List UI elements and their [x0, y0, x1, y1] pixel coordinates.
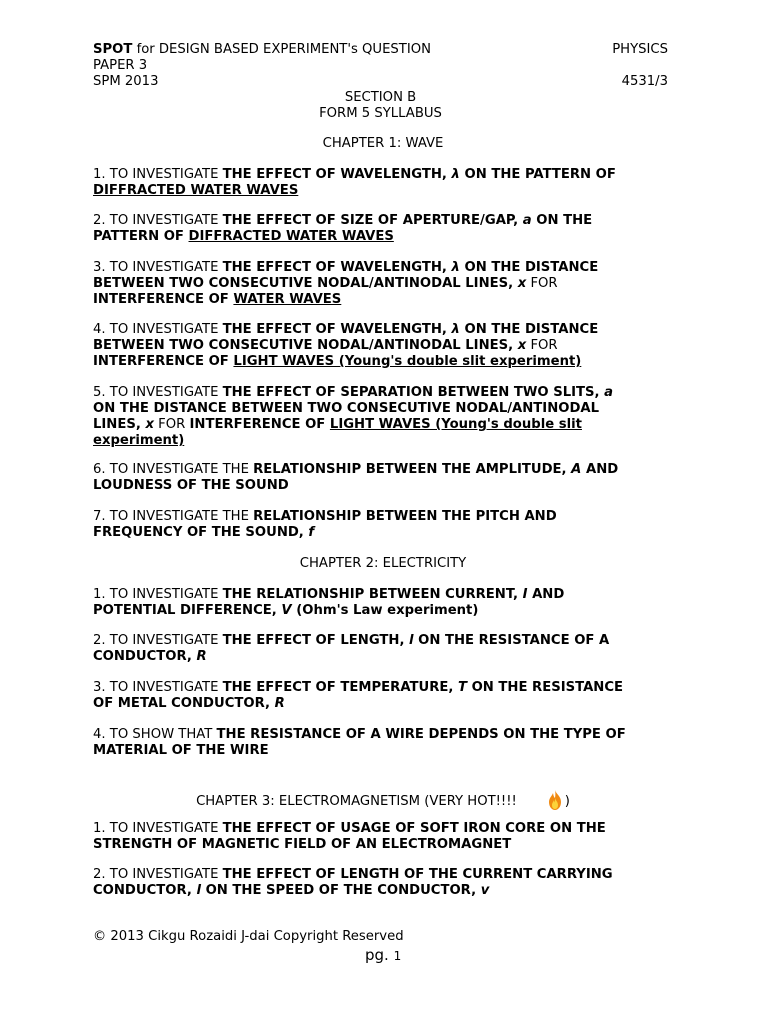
chapter-1-item-4: 4. TO INVESTIGATE THE EFFECT OF WAVELENGTH, λ ON THE DISTANCE BETWEEN TWO CONSECUTIVE NODAL/ANTINODAL LINES, x FOR INTERFERENCE OF LIGHT WAVES (Young's double slit experiment)	[93, 322, 599, 369]
chapter-1-item-1: 1. TO INVESTIGATE THE EFFECT OF WAVELENGTH, λ ON THE PATTERN OF DIFFRACTED WATER WAVES	[93, 167, 616, 198]
chapter-1-item-7: 7. TO INVESTIGATE THE RELATIONSHIP BETWEEN THE PITCH AND FREQUENCY OF THE SOUND, f	[93, 509, 557, 540]
chapter-3-item-1: 1. TO INVESTIGATE THE EFFECT OF USAGE OF SOFT IRON CORE ON THE STRENGTH OF MAGNETIC FIELD OF AN ELECTROMAGNET	[93, 821, 606, 852]
syllabus-label: FORM 5 SYLLABUS	[319, 106, 442, 121]
chapter-2-item-1: 1. TO INVESTIGATE THE RELATIONSHIP BETWEEN CURRENT, I AND POTENTIAL DIFFERENCE, V (Ohm's Law experiment)	[93, 587, 565, 618]
copyright-notice: © 2013 Cikgu Rozaidi J-dai Copyright Reserved	[93, 929, 404, 944]
chapter-1-heading: CHAPTER 1: WAVE	[322, 136, 444, 151]
chapter-2-heading: CHAPTER 2: ELECTRICITY	[299, 556, 467, 571]
chapter-1-item-3: 3. TO INVESTIGATE THE EFFECT OF WAVELENGTH, λ ON THE DISTANCE BETWEEN TWO CONSECUTIVE NODAL/ANTINODAL LINES, x FOR INTERFERENCE OF WATER WAVES	[93, 260, 599, 307]
chapter-2-item-2: 2. TO INVESTIGATE THE EFFECT OF LENGTH, l ON THE RESISTANCE OF A CONDUCTOR, R	[93, 633, 610, 664]
subject-label: PHYSICS	[612, 42, 668, 57]
page-number: pg. 1	[365, 946, 402, 964]
chapter-2-item-4: 4. TO SHOW THAT THE RESISTANCE OF A WIRE DEPENDS ON THE TYPE OF MATERIAL OF THE WIRE	[93, 727, 626, 758]
chapter-3-item-2: 2. TO INVESTIGATE THE EFFECT OF LENGTH OF THE CURRENT CARRYING CONDUCTOR, l ON THE SPEED OF THE CONDUCTOR, v	[93, 867, 613, 898]
paper-label: PAPER 3	[93, 58, 148, 73]
document-header	[93, 42, 668, 122]
chapter-1-item-6: 6. TO INVESTIGATE THE RELATIONSHIP BETWEEN THE AMPLITUDE, A AND LOUDNESS OF THE SOUND	[93, 462, 619, 493]
chapter-2-item-3: 3. TO INVESTIGATE THE EFFECT OF TEMPERATURE, T ON THE RESISTANCE OF METAL CONDUCTOR, R	[93, 680, 624, 711]
chapter-1-item-2: 2. TO INVESTIGATE THE EFFECT OF SIZE OF APERTURE/GAP, a ON THE PATTERN OF DIFFRACTED WATER WAVES	[93, 213, 593, 244]
chapter-3-heading: CHAPTER 3: ELECTROMAGNETISM (VERY HOT!!!! )	[93, 789, 673, 811]
chapter-1-item-5: 5. TO INVESTIGATE THE EFFECT OF SEPARATION BETWEEN TWO SLITS, a ON THE DISTANCE BETWEEN TWO CONSECUTIVE NODAL/ANTINODAL LINES, x FOR INTERFERENCE OF LIGHT WAVES (Young's double slit experiment)	[93, 385, 614, 448]
exam-label: SPM 2013	[93, 74, 159, 89]
document-title: SPOT for DESIGN BASED EXPERIMENT's QUESTION	[93, 42, 431, 57]
flame-icon	[547, 789, 563, 811]
section-label: SECTION B	[344, 90, 417, 105]
exam-code: 4531/3	[621, 74, 668, 89]
